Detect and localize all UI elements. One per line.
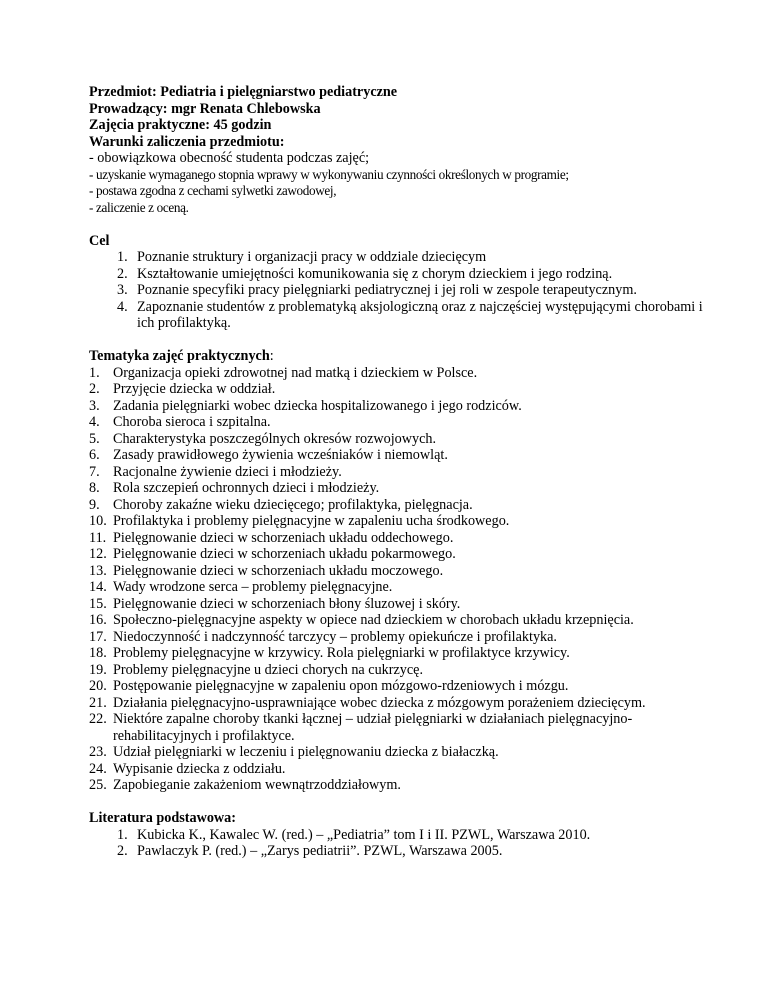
topic-number: 14. — [89, 579, 107, 595]
topic-item — [89, 711, 719, 744]
literature-list — [89, 827, 719, 860]
condition-line: - uzyskanie wymaganego stopnia wprawy w wykonywaniu czynności określonych w programie; — [89, 166, 569, 182]
literature-title: Literatura podstawowa: — [89, 810, 236, 826]
literature-text: Pawlaczyk P. (red.) – „Zarys pediatrii”. PZWL, Warszawa 2005. — [137, 843, 503, 859]
condition-line: - zaliczenie z oceną. — [89, 199, 189, 215]
topic-item — [89, 447, 719, 464]
topic-item — [89, 744, 719, 761]
lecturer-heading: Prowadzący: mgr Renata Chlebowska — [89, 100, 321, 117]
topic-number: 3. — [89, 397, 100, 414]
topic-text: Zadania pielęgniarki wobec dziecka hospitalizowanego i jego rodziców. — [113, 397, 522, 414]
topics-list — [89, 365, 719, 794]
topic-number: 19. — [89, 661, 107, 678]
topic-text: Pielęgnowanie dzieci w schorzeniach układu moczowego. — [113, 562, 444, 579]
topic-number: 22. — [89, 711, 107, 727]
topic-number: 21. — [89, 694, 107, 711]
topic-number: 24. — [89, 760, 107, 777]
literature-number: 1. — [117, 826, 128, 843]
hours-heading: Zajęcia praktyczne: 45 godzin — [89, 117, 272, 133]
topic-number: 4. — [89, 414, 100, 430]
topic-text: Racjonalne żywienie dzieci i młodzieży. — [113, 463, 342, 480]
topic-text: Udział pielęgniarki w leczeniu i pielęgnowaniu dziecka z białaczką. — [113, 744, 499, 760]
topic-item — [89, 761, 719, 778]
topic-number: 20. — [89, 678, 107, 694]
topic-number: 12. — [89, 546, 107, 562]
topic-item — [89, 480, 719, 497]
topic-item — [89, 678, 719, 695]
topic-text: Pielęgnowanie dzieci w schorzeniach błony śluzowej i skóry. — [113, 595, 461, 612]
topic-text: Rola szczepień ochronnych dzieci i młodzieży. — [113, 480, 380, 496]
topic-text: Problemy pielęgnacyjne w krzywicy. Rola pielęgniarki w profilaktyce krzywicy. — [113, 645, 570, 661]
goal-text: Poznanie specyfiki pracy pielęgniarki pediatrycznej i jej roli w zespole terapeutycznym. — [137, 282, 637, 298]
topic-number: 1. — [89, 364, 100, 381]
topic-item — [89, 398, 719, 415]
topic-text: Zapobieganie zakażeniom wewnątrzoddziałowym. — [113, 777, 401, 793]
topic-number: 25. — [89, 777, 107, 793]
topic-number: 2. — [89, 381, 100, 397]
topics-colon: : — [269, 348, 274, 364]
topic-item — [89, 662, 719, 679]
topic-item — [89, 530, 719, 547]
topic-number: 18. — [89, 645, 107, 661]
goal-item — [89, 299, 719, 332]
goal-text: Kształtowanie umiejętności komunikowania się z chorym dzieckiem i jego rodziną. — [137, 265, 613, 282]
topic-number: 23. — [89, 744, 107, 760]
topic-item — [89, 612, 719, 629]
goal-item — [89, 266, 719, 283]
topic-text: Wady wrodzone serca – problemy pielęgnacyjne. — [113, 579, 393, 595]
topic-text: Profilaktyka i problemy pielęgnacyjne w zapaleniu ucha środkowego. — [113, 513, 510, 529]
topic-text: Choroby zakaźne wieku dziecięcego; profilaktyka, pielęgnacja. — [113, 496, 473, 513]
document-page — [89, 84, 719, 860]
topic-text: Organizacja opieki zdrowotnej nad matką i dzieckiem w Polsce. — [113, 364, 478, 381]
topic-number: 7. — [89, 463, 100, 480]
topic-text: Problemy pielęgnacyjne u dzieci chorych na cukrzycę. — [113, 661, 424, 678]
topic-number: 15. — [89, 595, 107, 612]
goal-number: 4. — [117, 298, 128, 315]
literature-item — [89, 843, 719, 860]
topic-text: Charakterystyka poszczególnych okresów rozwojowych. — [113, 430, 437, 447]
topic-number: 5. — [89, 430, 100, 447]
goal-number: 1. — [117, 249, 128, 265]
goal-item — [89, 249, 719, 266]
topic-item — [89, 431, 719, 448]
topics-heading — [89, 348, 719, 365]
topic-item — [89, 563, 719, 580]
topic-text: Postępowanie pielęgnacyjne w zapaleniu opon mózgowo-rdzeniowych i mózgu. — [113, 678, 569, 694]
condition-line: - obowiązkowa obecność studenta podczas zajęć; — [89, 150, 370, 166]
topic-item — [89, 497, 719, 514]
topic-text: Społeczno-pielęgnacyjne aspekty w opiece nad dzieckiem w chorobach układu krzepnięcia. — [113, 612, 634, 628]
goals-list — [89, 249, 719, 332]
topic-item — [89, 513, 719, 530]
topic-number: 8. — [89, 480, 100, 496]
topic-item — [89, 695, 719, 712]
topic-number: 9. — [89, 496, 100, 513]
topic-text: Choroba sieroca i szpitalna. — [113, 414, 271, 430]
topic-item — [89, 365, 719, 382]
topic-number: 17. — [89, 628, 107, 645]
topic-number: 10. — [89, 513, 107, 529]
topic-item — [89, 645, 719, 662]
topic-text: Przyjęcie dziecka w oddział. — [113, 381, 276, 397]
topic-number: 16. — [89, 612, 107, 628]
topic-text: Pielęgnowanie dzieci w schorzeniach układu oddechowego. — [113, 529, 454, 546]
topic-number: 13. — [89, 562, 107, 579]
topic-item — [89, 596, 719, 613]
condition-line: - postawa zgodna z cechami sylwetki zawodowej, — [89, 183, 337, 198]
goal-item — [89, 282, 719, 299]
topic-text: Niektóre zapalne choroby tkanki łącznej – udział pielęgniarki w działaniach pielęgnacyjno-rehabilitacyjnych i profilaktyce. — [113, 711, 633, 744]
literature-text: Kubicka K., Kawalec W. (red.) – „Pediatria” tom I i II. PZWL, Warszawa 2010. — [137, 826, 591, 843]
topic-item — [89, 381, 719, 398]
topic-number: 11. — [89, 529, 107, 546]
topic-item — [89, 464, 719, 481]
goal-text: Poznanie struktury i organizacji pracy w oddziale dziecięcym — [137, 249, 487, 265]
subject-heading: Przedmiot: Pediatria i pielęgniarstwo pediatryczne — [89, 84, 398, 100]
topic-text: Działania pielęgnacyjno-usprawniające wobec dziecka z mózgowym porażeniem dziecięcym. — [113, 694, 646, 711]
goal-number: 3. — [117, 282, 128, 298]
topic-text: Pielęgnowanie dzieci w schorzeniach układu pokarmowego. — [113, 546, 456, 562]
topic-text: Niedoczynność i nadczynność tarczycy – problemy opiekuńcze i profilaktyka. — [113, 628, 557, 645]
topic-item — [89, 579, 719, 596]
topic-text: Wypisanie dziecka z oddziału. — [113, 760, 286, 777]
goal-text: Zapoznanie studentów z problematyką aksjologiczną oraz z najczęściej występującymi chorobami i ich profilaktyką. — [137, 298, 703, 331]
topic-item — [89, 777, 719, 794]
goal-number: 2. — [117, 265, 128, 282]
topics-title: Tematyka zajęć praktycznych — [89, 348, 270, 364]
topic-text: Zasady prawidłowego żywienia wcześniaków i niemowląt. — [113, 447, 448, 463]
conditions-title: Warunki zaliczenia przedmiotu: — [89, 133, 285, 150]
topic-item — [89, 629, 719, 646]
literature-number: 2. — [117, 843, 128, 859]
topic-item — [89, 546, 719, 563]
topic-item — [89, 414, 719, 431]
goals-title: Cel — [89, 232, 110, 249]
literature-item — [89, 827, 719, 844]
topic-number: 6. — [89, 447, 100, 463]
